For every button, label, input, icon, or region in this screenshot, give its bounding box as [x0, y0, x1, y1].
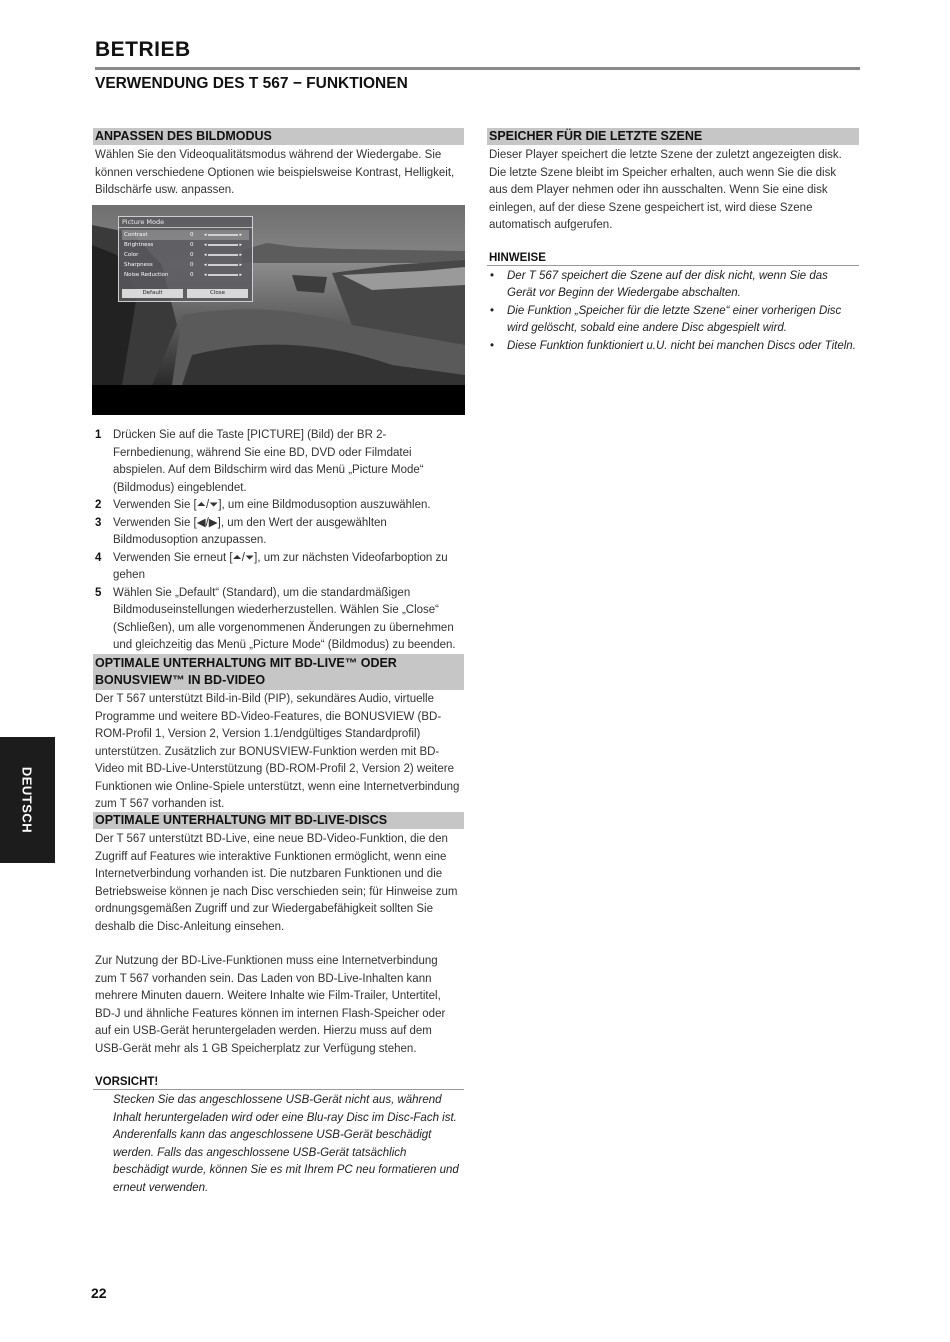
bd-live-bonusview-section [93, 654, 464, 814]
bullet-icon: • [490, 269, 495, 282]
menu-row-noise-reduction[interactable] [122, 270, 249, 280]
left-arrow-icon: ◂ [204, 242, 207, 248]
picture-mode-screenshot [92, 205, 465, 415]
slider-track [208, 254, 238, 256]
slider[interactable] [204, 233, 242, 237]
section-text: Der T 567 unterstützt Bild-in-Bild (PIP), sekundäres Audio, virtuelle Programme und weitere BD-Video-Features, die BONUSVIEW (BD-ROM-Profil 1, Version 2, Version 1.1/endgültiges Standardprofil) unterstützen. Zusätzlich zur BONUSVIEW-Funktion werden mit BD-Video mit BD-Live-Unterstützung (BD-ROM-Profil 2, Version 2) weitere Funktionen wie Online-Spiele unterstützt, wenn eine Internetverbindung zum T 567 vorhanden ist. [95, 693, 460, 810]
step-text: Verwenden Sie [◀/▶], um den Wert der ausgewählten Bildmodusoption anzupassen. [113, 516, 387, 546]
page-subtitle: VERWENDUNG DES T 567 − FUNKTIONEN [95, 75, 408, 92]
bullet-icon: • [490, 304, 495, 317]
slider[interactable] [204, 243, 242, 247]
left-arrow-icon: ◂ [204, 272, 207, 278]
left-arrow-icon: ◂ [204, 262, 207, 268]
row-value: 0 [190, 262, 194, 268]
step-number: 5 [95, 586, 102, 599]
step-text: Verwenden Sie [⏶/⏷], um eine Bildmodusoption auszuwählen. [113, 499, 431, 511]
section-text: Dieser Player speichert die letzte Szene der zuletzt angezeigten disk. Die letzte Szene bleibt im Speicher erhalten, auch wenn Sie die disk aus dem Player nehmen oder ihn ausschalten. Wenn Sie eine disk einlegen, auf der diese Szene gespeichert ist, wird diese Szene automatisch aufgerufen. [489, 149, 842, 231]
step-number: 1 [95, 429, 102, 441]
menu-row-contrast[interactable] [122, 230, 249, 240]
caution-title: VORSICHT! [95, 1076, 159, 1088]
language-tab [0, 737, 55, 863]
picture-mode-section [93, 128, 464, 200]
step-item [93, 427, 464, 497]
right-arrow-icon: ▸ [239, 262, 242, 268]
slider-track [208, 244, 238, 246]
row-value: 0 [190, 272, 194, 278]
menu-row-brightness[interactable] [122, 240, 249, 250]
picture-mode-menu [118, 216, 253, 302]
page-title: BETRIEB [95, 38, 191, 61]
step-number: 2 [95, 499, 102, 511]
row-value: 0 [190, 232, 194, 238]
row-label: Noise Reduction [124, 272, 169, 278]
row-label: Sharpness [124, 262, 153, 268]
menu-row-color[interactable] [122, 250, 249, 260]
right-arrow-icon: ▸ [239, 232, 242, 238]
row-label: Brightness [124, 242, 154, 248]
bullet-icon: • [490, 339, 495, 352]
note-item [487, 303, 859, 338]
step-number: 4 [95, 551, 102, 564]
row-label: Color [124, 252, 139, 258]
left-arrow-icon: ◂ [204, 252, 207, 258]
notes-rule [487, 265, 859, 266]
left-arrow-icon: ◂ [204, 232, 207, 238]
section-text: Der T 567 unterstützt BD-Live, eine neue BD-Video-Funktion, die den Zugriff auf Features wie interaktive Funktionen ermöglicht, wenn eine Internetverbindung vorhanden ist. Die nutzbaren Funktionen und die Betriebsweise können je nach Disc verschieden sein; für Hinweise zum ordnungsgemäßen Zugriff und zur Wiedergabefähigkeit sollten Sie deshalb die Disc-Anleitung einsehen. [95, 833, 458, 933]
last-scene-section [487, 128, 859, 355]
notes-title: HINWEISE [489, 251, 546, 264]
row-value: 0 [190, 252, 194, 258]
right-arrow-icon: ▸ [239, 272, 242, 278]
step-text: Drücken Sie auf die Taste [PICTURE] (Bild) der BR 2-Fernbedienung, während Sie eine BD, DVD oder Filmdatei abspielen. Auf dem Bildschirm wird das Menü „Picture Mode“ (Bildmodus) eingeblendet. [113, 429, 424, 494]
note-item [487, 338, 859, 356]
section-heading: ANPASSEN DES BILDMODUS [93, 128, 464, 145]
step-item [93, 585, 464, 655]
row-label: Contrast [124, 232, 148, 238]
note-text: Der T 567 speichert die Szene auf der disk nicht, wenn Sie das Gerät vor Beginn der Wiedergabe abschalten. [507, 269, 828, 299]
section-intro: Wählen Sie den Videoqualitätsmodus während der Wiedergabe. Sie können verschiedene Optionen wie beispielsweise Kontrast, Helligkeit, Bildschärfe usw. anpassen. [95, 149, 455, 196]
note-text: Diese Funktion funktioniert u.U. nicht bei manchen Discs oder Titeln. [507, 339, 856, 352]
caution-text: Stecken Sie das angeschlossene USB-Gerät nicht aus, während Inhalt heruntergeladen wird oder eine Blu-ray Disc im Disc-Fach ist. Anderenfalls kann das angeschlossene USB-Gerät beschädigt werden. Falls das angeschlossene USB-Gerät tatsächlich beschädigt wurde, können Sie es mit Ihrem PC neu formatieren und erneut verwenden. [113, 1094, 459, 1194]
picture-mode-steps [93, 427, 464, 655]
slider[interactable] [204, 253, 242, 257]
slider[interactable] [204, 273, 242, 277]
menu-buttons [122, 289, 248, 298]
language-label: DEUTSCH [19, 766, 35, 834]
note-item [487, 268, 859, 303]
caution-rule [93, 1089, 464, 1090]
slider-track [208, 274, 238, 276]
section-heading: SPEICHER FÜR DIE LETZTE SZENE [487, 128, 859, 145]
step-text: Verwenden Sie erneut [⏶/⏷], um zur nächsten Videofarboption zu gehen [113, 551, 448, 581]
step-number: 3 [95, 516, 102, 529]
step-item [93, 497, 464, 515]
note-text: Die Funktion „Speicher für die letzte Szene“ einer vorherigen Disc wird gelöscht, sobald eine andere Disc abgespielt wird. [507, 304, 842, 334]
section-text: Zur Nutzung der BD-Live-Funktionen muss eine Internetverbindung zum T 567 vorhanden sein. Das Laden von BD-Live-Inhalten kann mehrere Minuten dauern. Weitere Inhalte wie Film-Trailer, Untertitel, BD-J und ähnliche Features können im internen Flash-Speicher oder auf ein USB-Gerät heruntergeladen werden. Hierzu muss auf dem USB-Gerät mehr als 1 GB Speicherplatz zur Verfügung stehen. [95, 955, 446, 1055]
section-heading: OPTIMALE UNTERHALTUNG MIT BD-LIVE-DISCS [93, 812, 464, 829]
menu-title: Picture Mode [119, 217, 252, 228]
title-rule [95, 67, 860, 70]
step-item [93, 515, 464, 550]
default-button[interactable]: Default [122, 289, 183, 298]
right-arrow-icon: ▸ [239, 242, 242, 248]
slider-track [208, 264, 238, 266]
slider-track [208, 234, 238, 236]
step-item [93, 550, 464, 585]
right-arrow-icon: ▸ [239, 252, 242, 258]
section-heading: OPTIMALE UNTERHALTUNG MIT BD-LIVE™ ODER BONUSVIEW™ IN BD-VIDEO [93, 654, 464, 690]
menu-row-sharpness[interactable] [122, 260, 249, 270]
bd-live-discs-section [93, 812, 464, 1197]
close-button[interactable]: Close [187, 289, 248, 298]
row-value: 0 [190, 242, 194, 248]
slider[interactable] [204, 263, 242, 267]
page-number: 22 [91, 1285, 107, 1301]
step-text: Wählen Sie „Default“ (Standard), um die standardmäßigen Bildmoduseinstellungen wiederherzustellen. Wählen Sie „Close“ (Schließen), um alle vorgenommenen Änderungen zu übernehmen und gleichzeitig das Menü „Picture Mode“ (Bildmodus) zu beenden. [113, 586, 456, 651]
